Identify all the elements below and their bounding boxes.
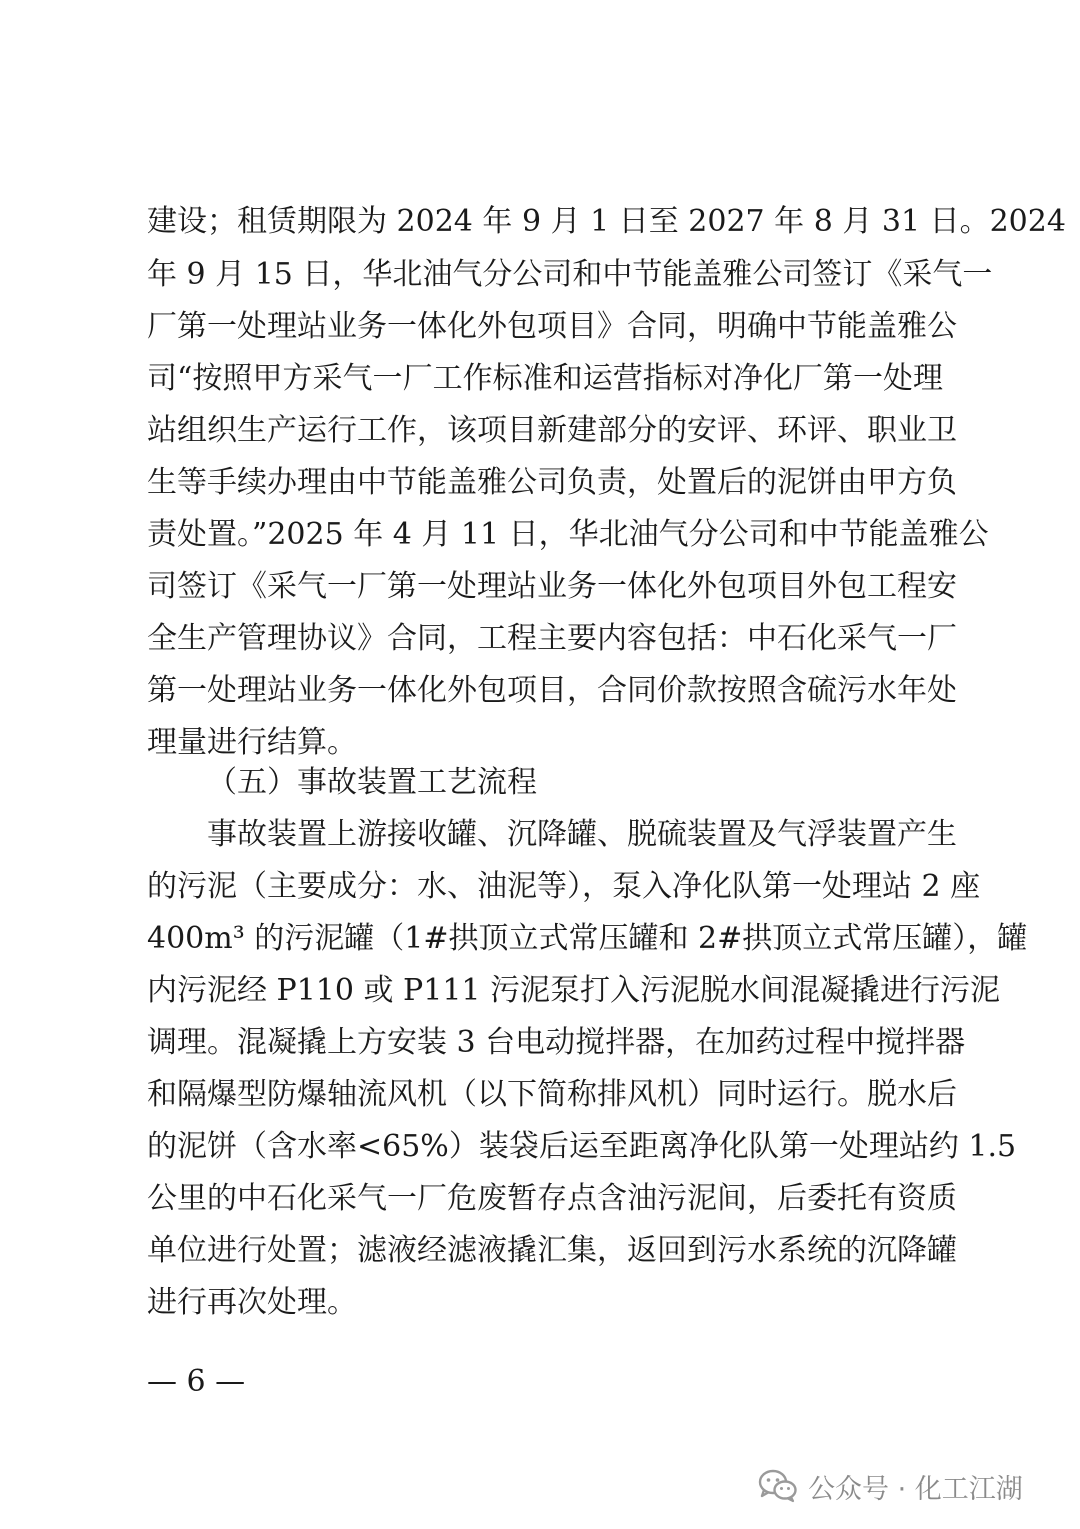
wechat-icon: [758, 1469, 798, 1503]
section-line-2: 的污泥（主要成分：水、油泥等），泵入净化队第一处理站 2 座: [147, 869, 981, 904]
body-line-8: 司签订《采气一厂第一处理站业务一体化外包项目外包工程安: [147, 569, 957, 604]
body-line-6: 生等手续办理由中节能盖雅公司负责，处置后的泥饼由甲方负: [147, 465, 957, 500]
section-line-4: 内污泥经 P110 或 P111 污泥泵打入污泥脱水间混凝撬进行污泥: [147, 973, 1001, 1008]
body-line-3: 厂第一处理站业务一体化外包项目》合同，明确中节能盖雅公: [147, 309, 957, 344]
watermark-text: 公众号 · 化工江湖: [808, 1473, 1023, 1505]
section-line-8: 公里的中石化采气一厂危废暂存点含油污泥间，后委托有资质: [147, 1181, 957, 1216]
body-line-9: 全生产管理协议》合同，工程主要内容包括：中石化采气一厂: [147, 621, 957, 656]
body-line-1: 建设；租赁期限为 2024 年 9 月 1 日至 2027 年 8 月 31 日。2024: [147, 204, 1066, 239]
section-line-9: 单位进行处置；滤液经滤液撬汇集，返回到污水系统的沉降罐: [147, 1233, 957, 1268]
section-line-1: 事故装置上游接收罐、沉降罐、脱硫装置及气浮装置产生: [207, 817, 957, 852]
watermark: [758, 1460, 1023, 1512]
section-line-10: 进行再次处理。: [147, 1285, 357, 1320]
section-line-3: 400m³ 的污泥罐（1#拱顶立式常压罐和 2#拱顶立式常压罐），罐: [147, 921, 1028, 956]
body-line-5: 站组织生产运行工作，该项目新建部分的安评、环评、职业卫: [147, 413, 957, 448]
section-line-5: 调理。混凝撬上方安装 3 台电动搅拌器，在加药过程中搅拌器: [147, 1025, 966, 1060]
section-line-7: 的泥饼（含水率<65%）装袋后运至距离净化队第一处理站约 1.5: [147, 1129, 1017, 1164]
page-number: — 6 —: [147, 1364, 246, 1399]
body-line-4: 司“按照甲方采气一厂工作标准和运营指标对净化厂第一处理: [147, 361, 943, 396]
body-line-10: 第一处理站业务一体化外包项目，合同价款按照含硫污水年处: [147, 673, 957, 708]
section-heading: （五）事故装置工艺流程: [207, 765, 537, 800]
body-line-7: 责处置。”2025 年 4 月 11 日，华北油气分公司和中节能盖雅公: [147, 517, 989, 552]
body-line-2: 年 9 月 15 日，华北油气分公司和中节能盖雅公司签订《采气一: [147, 257, 993, 292]
body-line-11: 理量进行结算。: [147, 725, 357, 760]
section-line-6: 和隔爆型防爆轴流风机（以下简称排风机）同时运行。脱水后: [147, 1077, 957, 1112]
